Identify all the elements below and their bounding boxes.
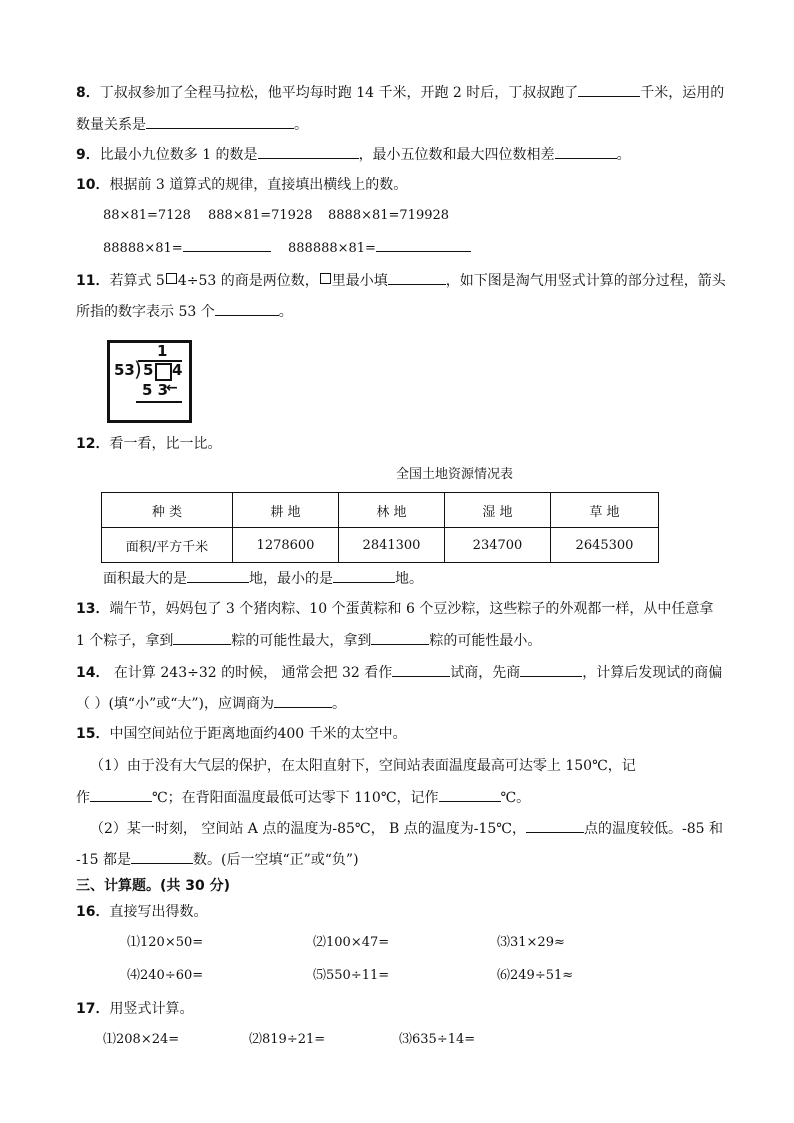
question-15-p2-b: 点的温度较低。-85 和 bbox=[583, 821, 723, 837]
divisor: 53 bbox=[114, 361, 135, 379]
question-12-tail-b: 地，最小的是 bbox=[249, 571, 333, 587]
question-16-number: 16． bbox=[76, 904, 110, 920]
table-cell: 2645300 bbox=[551, 528, 659, 563]
answer-blank[interactable] bbox=[526, 818, 584, 833]
question-12-text: 看一看，比一比。 bbox=[109, 436, 222, 452]
answer-blank[interactable] bbox=[371, 630, 429, 645]
question-15-part-1-line-1: （1）由于没有大气层的保护，在太阳直射下，空间站表面温度最高可达零上 150℃，记 bbox=[90, 758, 636, 774]
question-14-line-2 bbox=[76, 693, 346, 714]
answer-blank[interactable] bbox=[131, 849, 193, 864]
question-15 bbox=[76, 724, 407, 744]
quotient-digit: 1 bbox=[157, 342, 168, 360]
question-13-text-a: 端午节，妈妈包了 3 个猪肉粽、10 个蛋黄粽和 6 个豆沙粽，这些粽子的外观都一样，从中任意拿 bbox=[109, 601, 714, 617]
question-8-text-d: 。 bbox=[294, 117, 308, 133]
answer-blank[interactable] bbox=[215, 301, 279, 316]
question-9-text-c: 。 bbox=[616, 147, 631, 163]
question-17 bbox=[76, 999, 193, 1019]
q16-item: ⑸550÷11= bbox=[313, 968, 390, 983]
table-header-cell: 林 地 bbox=[339, 493, 445, 528]
question-11-line-2 bbox=[76, 301, 293, 322]
answer-blank[interactable] bbox=[90, 787, 152, 802]
question-12-number: 12． bbox=[76, 436, 110, 452]
table-header-cell: 湿 地 bbox=[445, 493, 551, 528]
answer-blank[interactable] bbox=[274, 693, 332, 708]
question-8-text-b: 千米，运用的 bbox=[640, 85, 725, 101]
dividend-digit-b: 4 bbox=[172, 361, 183, 379]
question-10 bbox=[76, 175, 407, 195]
question-9-text-a: 比最小九位数多 1 的数是 bbox=[99, 147, 258, 163]
table-cell: 1278600 bbox=[233, 528, 339, 563]
question-10-number: 10． bbox=[76, 177, 110, 193]
q10-equation-2: 888×81=71928 bbox=[208, 208, 313, 223]
answer-blank[interactable] bbox=[555, 144, 617, 159]
question-14-text-d: （ ）(填“小”或“大”)，应调商为 bbox=[76, 696, 275, 712]
partial-product: 5 3 bbox=[142, 381, 169, 399]
question-15-text: 中国空间站位于距离地面约400 千米的太空中。 bbox=[109, 726, 407, 742]
question-11-text-c: 里最小填 bbox=[331, 273, 388, 289]
answer-blank[interactable] bbox=[187, 568, 249, 583]
table-cell: 234700 bbox=[445, 528, 551, 563]
answer-blank[interactable] bbox=[333, 568, 395, 583]
land-resource-table bbox=[101, 492, 659, 563]
question-9 bbox=[76, 144, 631, 165]
table-header-row bbox=[102, 493, 659, 528]
division-bracket-icon: ) bbox=[134, 357, 142, 381]
answer-blank[interactable] bbox=[392, 662, 450, 677]
question-13-text-c: 粽的可能性最大，拿到 bbox=[231, 633, 372, 649]
question-15-part-1-line-2 bbox=[76, 787, 530, 808]
question-12-tail-a: 面积最大的是 bbox=[103, 571, 187, 587]
question-11-text-a: 若算式 5 bbox=[109, 273, 165, 289]
question-14-line-1 bbox=[76, 662, 722, 683]
table-header-cell: 种 类 bbox=[102, 493, 233, 528]
question-8-text-a: 丁叔叔参加了全程马拉松，他平均每时跑 14 千米，开跑 2 时后，丁叔叔跑了 bbox=[99, 85, 579, 101]
question-16 bbox=[76, 902, 207, 922]
question-13-number: 13． bbox=[76, 601, 110, 617]
question-8-line-2 bbox=[76, 114, 308, 135]
question-12 bbox=[76, 434, 221, 454]
question-14-text-b: 试商，先商 bbox=[450, 665, 521, 681]
blank-square-icon bbox=[320, 273, 331, 284]
answer-blank[interactable] bbox=[258, 144, 359, 159]
question-8-line-1 bbox=[76, 82, 724, 103]
q10-equation-4-text: 88888×81= bbox=[103, 241, 183, 256]
missing-digit-box bbox=[155, 363, 172, 381]
question-15-p1-b: 作 bbox=[76, 790, 90, 806]
table-row bbox=[102, 528, 659, 563]
question-9-text-b: ，最小五位数和最大四位数相差 bbox=[358, 147, 555, 163]
answer-blank[interactable] bbox=[183, 237, 271, 252]
question-9-number: 9． bbox=[76, 147, 100, 163]
question-14-text-c: ，计算后发现试的商偏 bbox=[582, 665, 723, 681]
answer-blank[interactable] bbox=[388, 270, 446, 285]
question-8-number: 8． bbox=[76, 85, 100, 101]
question-13-line-2 bbox=[76, 630, 541, 651]
question-15-part-2-line-2 bbox=[76, 849, 359, 870]
question-14-text-a: 在计算 243÷32 的时候， 通常会把 32 看作 bbox=[109, 665, 393, 681]
q16-item: ⑷240÷60= bbox=[127, 968, 204, 983]
table-cell: 2841300 bbox=[339, 528, 445, 563]
table-header-cell: 耕 地 bbox=[233, 493, 339, 528]
table-header-cell: 草 地 bbox=[551, 493, 659, 528]
question-11-line-1 bbox=[76, 270, 726, 291]
answer-blank[interactable] bbox=[578, 82, 640, 97]
q16-item: ⑵100×47= bbox=[313, 935, 390, 950]
question-15-p2-a: （2）某一时刻， 空间站 A 点的温度为-85℃， B 点的温度为-15℃， bbox=[90, 821, 526, 837]
q10-equation-4 bbox=[103, 237, 271, 259]
answer-blank[interactable] bbox=[439, 787, 501, 802]
question-11-text-d: ，如下图是淘气用竖式计算的部分过程，箭头 bbox=[445, 273, 726, 289]
question-16-text: 直接写出得数。 bbox=[109, 904, 208, 920]
question-13-text-d: 粽的可能性最小。 bbox=[429, 633, 542, 649]
q17-item: ⑴208×24= bbox=[103, 1032, 180, 1047]
question-12-answer-line bbox=[103, 568, 423, 589]
question-13-text-b: 1 个粽子，拿到 bbox=[76, 633, 174, 649]
question-15-p1-d: ℃。 bbox=[500, 790, 531, 806]
question-11-text-e: 所指的数字表示 53 个 bbox=[76, 304, 215, 320]
question-11-text-b: 4÷53 的商是两位数， bbox=[177, 273, 319, 289]
q17-item: ⑵819÷21= bbox=[249, 1032, 326, 1047]
question-11-text-f: 。 bbox=[278, 304, 293, 320]
question-10-text: 根据前 3 道算式的规律，直接填出横线上的数。 bbox=[109, 177, 408, 193]
question-12-tail-c: 地。 bbox=[395, 571, 423, 587]
table-title: 全国土地资源情况表 bbox=[396, 467, 514, 482]
blank-square-icon bbox=[166, 273, 177, 284]
question-11-number: 11． bbox=[76, 273, 110, 289]
question-14-text-e: 。 bbox=[332, 696, 347, 712]
long-division-figure bbox=[107, 340, 192, 423]
question-15-p2-c: -15 都是 bbox=[76, 852, 131, 868]
question-17-number: 17． bbox=[76, 1001, 110, 1017]
question-15-p2-d: 数。(后一空填“正”或“负”) bbox=[193, 852, 359, 868]
answer-blank[interactable] bbox=[146, 114, 294, 129]
section-3-heading: 三、计算题。(共 30 分) bbox=[76, 878, 231, 894]
subtraction-line bbox=[136, 401, 182, 403]
q16-item: ⑶31×29≈ bbox=[497, 935, 565, 950]
q16-item: ⑹249÷51≈ bbox=[497, 968, 574, 983]
question-15-part-2-line-1 bbox=[90, 818, 723, 839]
answer-blank[interactable] bbox=[173, 630, 231, 645]
question-8-text-c: 数量关系是 bbox=[76, 117, 146, 133]
answer-blank[interactable] bbox=[520, 662, 582, 677]
question-15-p1-c: ℃；在背阳面温度最低可达零下 110℃，记作 bbox=[152, 790, 439, 806]
q17-item: ⑶635÷14= bbox=[399, 1032, 476, 1047]
answer-blank[interactable] bbox=[376, 237, 471, 252]
q10-equation-1: 88×81=7128 bbox=[103, 208, 191, 223]
question-17-text: 用竖式计算。 bbox=[109, 1001, 194, 1017]
q10-equation-3: 8888×81=719928 bbox=[328, 208, 450, 223]
dividend-digit-a: 5 bbox=[143, 361, 154, 379]
q16-item: ⑴120×50= bbox=[127, 935, 204, 950]
question-13-line-1 bbox=[76, 599, 713, 619]
arrow-left-icon: ← bbox=[166, 380, 178, 396]
question-15-number: 15． bbox=[76, 726, 110, 742]
table-cell: 面积/平方千米 bbox=[102, 528, 233, 563]
q10-equation-5-text: 888888×81= bbox=[288, 241, 376, 256]
question-14-number: 14． bbox=[76, 665, 110, 681]
q10-equation-5 bbox=[288, 237, 471, 259]
